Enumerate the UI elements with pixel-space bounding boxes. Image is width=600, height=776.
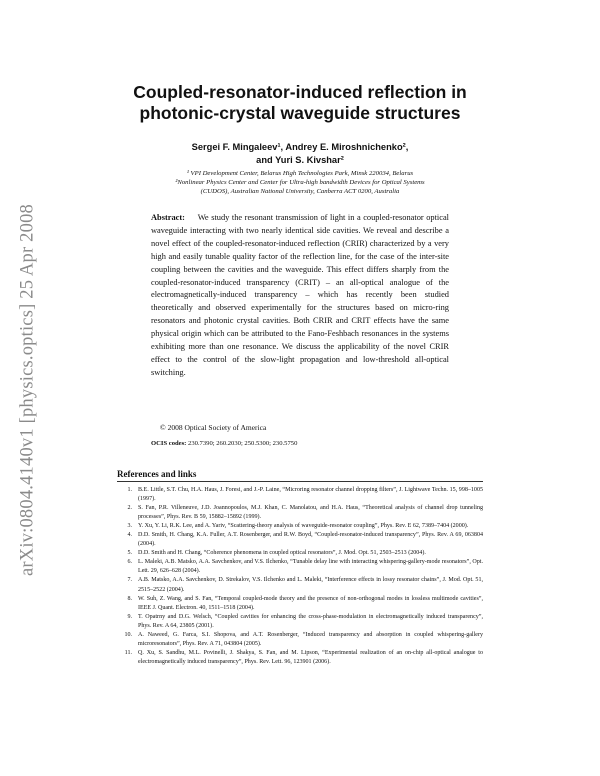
reference-item xyxy=(117,558,483,576)
reference-number: 4. xyxy=(127,532,132,539)
reference-number: 1. xyxy=(127,487,132,493)
reference-number: 10. xyxy=(124,631,132,638)
reference-text: A. Naweed, G. Farca, S.I. Shopova, and A.T. Rosenberger, “Induced transparency and absorption in coupled whispering-gallery microresonators”, Phys. Rev. A 71, 043804 (2005). xyxy=(138,631,483,647)
abstract-text: We study the resonant transmission of light in a coupled-resonator optical waveguide interacting with two nearly identical side cavities. We reveal and describe a novel effect of the coupled-resonator-induced reflection (CRIR) characterized by a very high and easily tunable quality factor of the reflection line, for the case of the inter-site coupling between the cavities and the waveguide. This effect differs sharply from the coupled-resonator-induced transparency (CRIT) – an all-optical analogue of the electromagnetically-induced transparency – which has recently been studied theoretically and observed experimentally for the structures based on micro-ring resonators and photonic crystal cavities. Both CRIR and CRIT effects have the same physical origin which can be attributed to the Fano-Feshbach resonances in the systems exhibiting more than one resonance. We discuss the applicability of the novel CRIR effect to the control of the slow-light propagation and low-threshold all-optical switching. xyxy=(151,213,450,377)
reference-text: D.D. Smith and H. Chang, “Coherence phenomena in coupled optical resonators”, J. Mod. Opt. 51, 2503–2513 (2004). xyxy=(138,550,426,557)
arxiv-sidebar-stamp xyxy=(10,170,46,610)
reference-text: A.B. Matsko, A.A. Savchenkov, D. Strekalov, V.S. Ilchenko and L. Maleki, “Interference effects in lossy resonator chains”, J. Mod. Opt. 51, 2515–2522 (2004). xyxy=(138,577,483,593)
paper-title xyxy=(100,82,500,124)
affiliation-line: ¹ VPI Development Center, Belarus High Technologies Park, Minsk 220034, Belarus xyxy=(186,170,414,177)
copyright-notice: © 2008 Optical Society of America xyxy=(160,423,267,432)
abstract-label: Abstract: xyxy=(151,213,185,222)
reference-text: Y. Xu, Y. Li, R.K. Lee, and A. Yariv, “Scattering-theory analysis of waveguide-resonator coupling”, Phys. Rev. E 62, 7389–7404 (2000). xyxy=(138,523,469,530)
reference-item xyxy=(117,531,483,549)
reference-item xyxy=(117,504,483,522)
reference-text: W. Suh, Z. Wang, and S. Fan, “Temporal coupled-mode theory and the presence of non-orthogonal modes in lossless multimode cavities”, IEEE J. Quant. Electron. 40, 1511–1518 (2004). xyxy=(138,595,483,611)
references-heading: References and links xyxy=(117,469,197,479)
reference-number: 2. xyxy=(127,505,132,512)
reference-number: 3. xyxy=(127,523,132,530)
section-divider xyxy=(117,481,483,482)
reference-number: 8. xyxy=(127,595,132,602)
reference-item xyxy=(117,549,483,558)
arxiv-id: arXiv:0804.4140v1 [physics.optics] 25 Apr 2008 xyxy=(17,204,38,576)
reference-item xyxy=(117,576,483,594)
title-line: Coupled-resonator-induced reflection in xyxy=(133,82,467,102)
affiliations xyxy=(100,170,500,196)
ocis-values: 230.7390; 260.2030; 250.5300; 230.5750 xyxy=(188,440,298,447)
reference-text: L. Maleki, A.B. Matsko, A.A. Savchenkov, and V.S. Ilchenko, “Tunable delay line with interacting whispering-gallery-mode resonators”, Opt. Lett. 29, 626–628 (2004). xyxy=(138,559,483,575)
reference-item xyxy=(117,522,483,531)
affiliation-line: (CUDOS), Australian National University, Canberra ACT 0200, Australia xyxy=(200,187,400,195)
author-list xyxy=(100,141,500,167)
reference-item xyxy=(117,595,483,613)
reference-number: 6. xyxy=(127,559,132,566)
reference-text: Q. Xu, S. Sandhu, M.L. Povinelli, J. Shakya, S. Fan, and M. Lipson, “Experimental realization of an on-chip all-optical analogue to electromagnetically induced transparency”, Phys. Rev. Lett. 96, 123901 (2006). xyxy=(138,649,483,665)
reference-text: T. Opatrny and D.G. Welsch, “Coupled cavities for enhancing the cross-phase-modulation in electromagnetically induced transparency”, Phys. Rev. A 64, 23805 (2001). xyxy=(138,613,483,629)
reference-list xyxy=(117,486,483,667)
ocis-label: OCIS codes: xyxy=(151,440,187,447)
reference-text: B.E. Little, S.T. Chu, H.A. Haus, J. Foresi, and J.-P. Laine, “Microring resonator channel dropping filters”, J. Lightwave Techn. 15, 998–1005 (1997). xyxy=(138,487,483,503)
reference-item xyxy=(117,613,483,631)
ocis-codes xyxy=(151,440,297,447)
title-line: photonic-crystal waveguide structures xyxy=(139,103,461,123)
reference-number: 11. xyxy=(124,649,132,656)
authors-line: and Yuri S. Kivshar² xyxy=(256,155,344,165)
reference-item xyxy=(117,631,483,649)
reference-item xyxy=(117,649,483,667)
reference-number: 5. xyxy=(127,550,132,557)
reference-number: 9. xyxy=(127,613,132,620)
abstract xyxy=(151,212,449,380)
reference-text: S. Fan, P.R. Villeneuve, J.D. Joannopoulos, M.J. Khan, C. Manolatou, and H.A. Haus, “Theoretical analysis of channel drop tunneling processes”, Phys. Rev. B 59, 15882–15892 (1999). xyxy=(138,505,483,521)
reference-text: D.D. Smith, H. Chang, K.A. Fuller, A.T. Rosenberger, and R.W. Boyd, “Coupled-resonator-induced transparency”, Phys. Rev. A 69, 063804 (2004). xyxy=(138,532,483,548)
affiliation-line: ²Nonlinear Physics Center and Center for Ultra-high bandwidth Devices for Optical Systems xyxy=(175,178,425,186)
authors-line: Sergei F. Mingaleev¹, Andrey E. Miroshnichenko², xyxy=(191,142,409,152)
reference-number: 7. xyxy=(127,577,132,584)
reference-item xyxy=(117,486,483,504)
